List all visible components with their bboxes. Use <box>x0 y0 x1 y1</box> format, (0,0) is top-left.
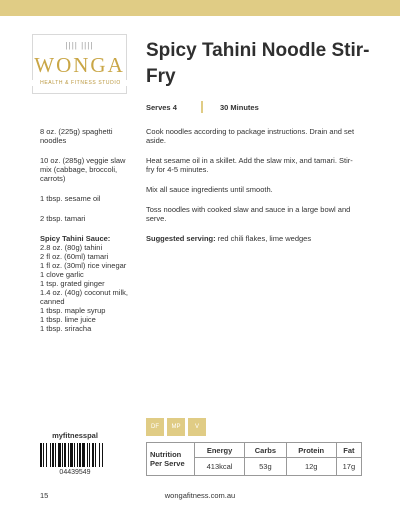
sauce-item: 1 tbsp. maple syrup <box>40 306 106 315</box>
diet-tag-v: V <box>188 418 206 436</box>
suggested-serving-text: red chili flakes, lime wedges <box>217 234 312 243</box>
barcode-bar <box>89 443 90 467</box>
sauce-ingredients <box>40 243 138 333</box>
nutrition-label: Nutrition Per Serve <box>147 443 195 476</box>
myfitnesspal-label: myfitnesspal <box>52 431 98 440</box>
sauce-title: Spicy Tahini Sauce: <box>40 234 111 243</box>
nutrition-header: Energy <box>195 443 245 458</box>
sauce-item: 1 tbsp. sriracha <box>40 324 92 333</box>
diet-tag-mp: MP <box>167 418 185 436</box>
barcode-bar <box>62 443 63 467</box>
nutrition-table <box>146 442 362 476</box>
barcode-icon <box>40 443 110 467</box>
logo-tagline: HEALTH & FITNESS STUDIO <box>27 80 134 86</box>
barcode-bar <box>82 443 85 467</box>
barcode-bar <box>77 443 78 467</box>
barcode-bar <box>87 443 88 467</box>
diet-tag-df: DF <box>146 418 164 436</box>
direction-step: Mix all sauce ingredients until smooth. <box>146 185 273 194</box>
ingredient-item: 2 tbsp. tamari <box>40 214 86 223</box>
meta-divider <box>201 101 203 113</box>
sauce-item: 1 tsp. grated ginger <box>40 279 105 288</box>
cook-time: 30 Minutes <box>220 103 259 112</box>
barcode-bar <box>92 443 94 467</box>
ingredient-item: 10 oz. (285g) veggie slaw mix (cabbage, broccoli, carrots) <box>40 156 126 183</box>
logo-mark-icon: |||| |||| <box>65 41 94 50</box>
sauce-item: 2.8 oz. (80g) tahini <box>40 243 103 252</box>
ingredient-item: 1 tbsp. sesame oil <box>40 194 101 203</box>
page-number: 15 <box>40 491 49 500</box>
nutrition-header: Carbs <box>245 443 287 458</box>
diet-tags <box>146 418 206 436</box>
nutrition-value: 53g <box>245 458 287 476</box>
barcode-bar <box>40 443 42 467</box>
top-gold-band <box>0 0 400 16</box>
nutrition-value: 413kcal <box>195 458 245 476</box>
direction-step: Cook noodles according to package instructions. Drain and set aside. <box>146 127 355 145</box>
barcode-bar <box>64 443 66 467</box>
sauce-item: 1 tbsp. lime juice <box>40 315 96 324</box>
directions-list <box>146 127 361 254</box>
barcode-bar <box>70 443 73 467</box>
barcode-bar <box>55 443 56 467</box>
barcode-bar <box>52 443 54 467</box>
barcode-bar <box>79 443 81 467</box>
sauce-item: 2 fl oz. (60ml) tamari <box>40 252 109 261</box>
brand-logo <box>32 34 127 94</box>
direction-step: Heat sesame oil in a skillet. Add the slaw mix, and tamari. Stir-fry for 4-5 minutes. <box>146 156 353 174</box>
barcode-number: 04439549 <box>59 469 91 476</box>
barcode-bar <box>46 443 47 467</box>
direction-step: Toss noodles with cooked slaw and sauce in a large bowl and serve. <box>146 205 351 223</box>
barcode-bar <box>95 443 96 467</box>
barcode-bar <box>43 443 44 467</box>
sauce-item: 1.4 oz. (40g) coconut milk, canned <box>40 288 128 306</box>
barcode-bar <box>74 443 75 467</box>
suggested-serving <box>146 234 361 243</box>
ingredient-item: 8 oz. (225g) spaghetti noodles <box>40 127 113 145</box>
nutrition-header: Fat <box>336 443 361 458</box>
sauce-item: 1 clove garlic <box>40 270 84 279</box>
nutrition-header: Protein <box>286 443 336 458</box>
nutrition-value: 12g <box>286 458 336 476</box>
recipe-title: Spicy Tahini Noodle Stir-Fry <box>146 40 370 87</box>
barcode-bar <box>58 443 61 467</box>
logo-wordmark: WONGA <box>34 53 125 77</box>
sauce-item: 1 fl oz. (30ml) rice vinegar <box>40 261 127 270</box>
barcode-bar <box>99 443 100 467</box>
nutrition-value: 17g <box>336 458 361 476</box>
footer-website: wongafitness.com.au <box>164 491 236 500</box>
ingredients-list <box>40 127 138 333</box>
barcode-bar <box>68 443 69 467</box>
barcode-bar <box>50 443 51 467</box>
suggested-serving-label: Suggested serving: <box>146 234 216 243</box>
barcode-bar <box>102 443 103 467</box>
serves-count: Serves 4 <box>146 103 177 112</box>
